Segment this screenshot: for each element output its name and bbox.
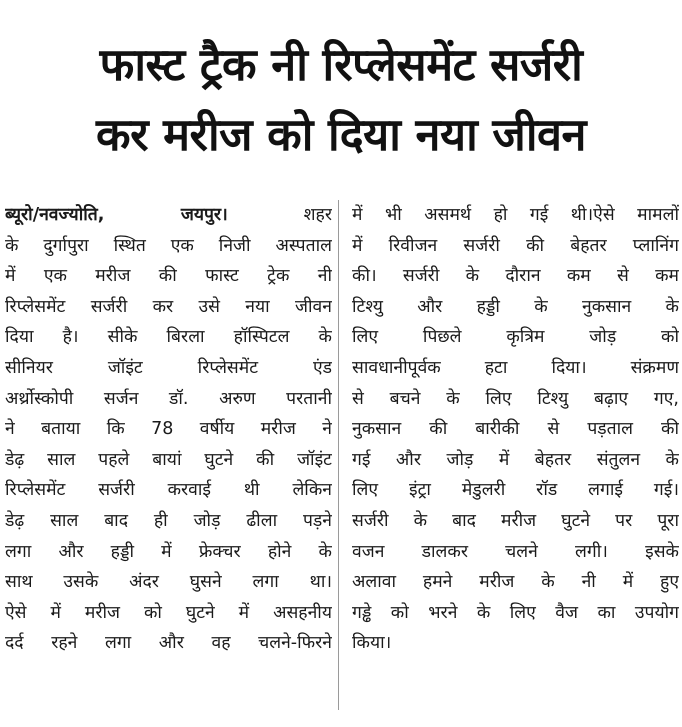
left-line-15: दर्द रहने लगा और वह चलने-फिरने bbox=[5, 633, 332, 654]
right-line-2: में रिवीजन सर्जरी की बेहतर प्लानिंग bbox=[352, 235, 679, 256]
right-line-8: नुकसान की बारीकी से पड़ताल की bbox=[352, 419, 679, 440]
left-line-1-rest: शहर bbox=[227, 205, 332, 225]
left-line-12: लगा और हड्डी में फ्रेक्चर होने के bbox=[5, 541, 332, 562]
left-line-4: रिप्लेसमेंट सर्जरी कर उसे नया जीवन bbox=[5, 296, 332, 317]
right-line-9: गई और जोड़ में बेहतर संतुलन के bbox=[352, 449, 679, 470]
left-line-3: में एक मरीज की फास्ट ट्रेक नी bbox=[5, 266, 332, 287]
left-line-8: ने बताया कि 78 वर्षीय मरीज ने bbox=[5, 419, 332, 440]
right-line-4: टिश्यु और हड्डी के नुकसान के bbox=[352, 296, 679, 317]
right-line-14: गड्ढे को भरने के लिए वैज का उपयोग bbox=[352, 602, 679, 623]
left-line-7: अर्थ्रोस्कोपी सर्जन डॉ. अरुण परतानी bbox=[5, 388, 332, 409]
byline: ब्यूरो/नवज्योति, जयपुर। bbox=[5, 205, 228, 225]
right-line-1: में भी असमर्थ हो गई थी।ऐसे मामलों bbox=[352, 205, 679, 225]
article-body bbox=[5, 200, 677, 720]
right-line-3: की। सर्जरी के दौरान कम से कम bbox=[352, 266, 679, 287]
left-line-2: के दुर्गापुरा स्थित एक निजी अस्पताल bbox=[5, 235, 332, 256]
right-line-13: अलावा हमने मरीज के नी में हुए bbox=[352, 572, 679, 593]
right-line-11: सर्जरी के बाद मरीज घुटने पर पूरा bbox=[352, 510, 679, 531]
left-line-1 bbox=[5, 200, 332, 231]
left-line-5: दिया है। सीके बिरला हॉस्पिटल के bbox=[5, 327, 332, 348]
right-line-15: किया। bbox=[352, 633, 392, 654]
headline-line-2: कर मरीज को दिया नया जीवन bbox=[96, 108, 586, 161]
left-line-6: सीनियर जॉइंट रिप्लेसमेंट एंड bbox=[5, 357, 332, 378]
right-line-6: सावधानीपूर्वक हटा दिया। संक्रमण bbox=[352, 357, 679, 378]
right-line-10: लिए इंट्रा मेडुलरी रॉड लगाई गई। bbox=[352, 480, 679, 501]
column-divider bbox=[338, 200, 339, 710]
left-line-14: ऐसे में मरीज को घुटने में असहनीय bbox=[5, 602, 332, 623]
right-line-5: लिए पिछले कृत्रिम जोड़ को bbox=[352, 327, 679, 348]
left-line-13: साथ उसके अंदर घुसने लगा था। bbox=[5, 572, 332, 593]
headline bbox=[0, 30, 682, 170]
headline-line-1: फास्ट ट्रैक नी रिप्लेसमेंट सर्जरी bbox=[99, 38, 583, 91]
right-line-7: से बचने के लिए टिश्यु बढ़ाए गए, bbox=[352, 388, 679, 409]
left-line-10: रिप्लेसमेंट सर्जरी करवाई थी लेकिन bbox=[5, 480, 332, 501]
right-line-12: वजन डालकर चलने लगी। इसके bbox=[352, 541, 679, 562]
left-line-11: डेढ़ साल बाद ही जोड़ ढीला पड़ने bbox=[5, 510, 332, 531]
left-column bbox=[5, 200, 332, 659]
right-column bbox=[352, 200, 679, 659]
left-line-9: डेढ़ साल पहले बायां घुटने की जॉइंट bbox=[5, 449, 332, 470]
